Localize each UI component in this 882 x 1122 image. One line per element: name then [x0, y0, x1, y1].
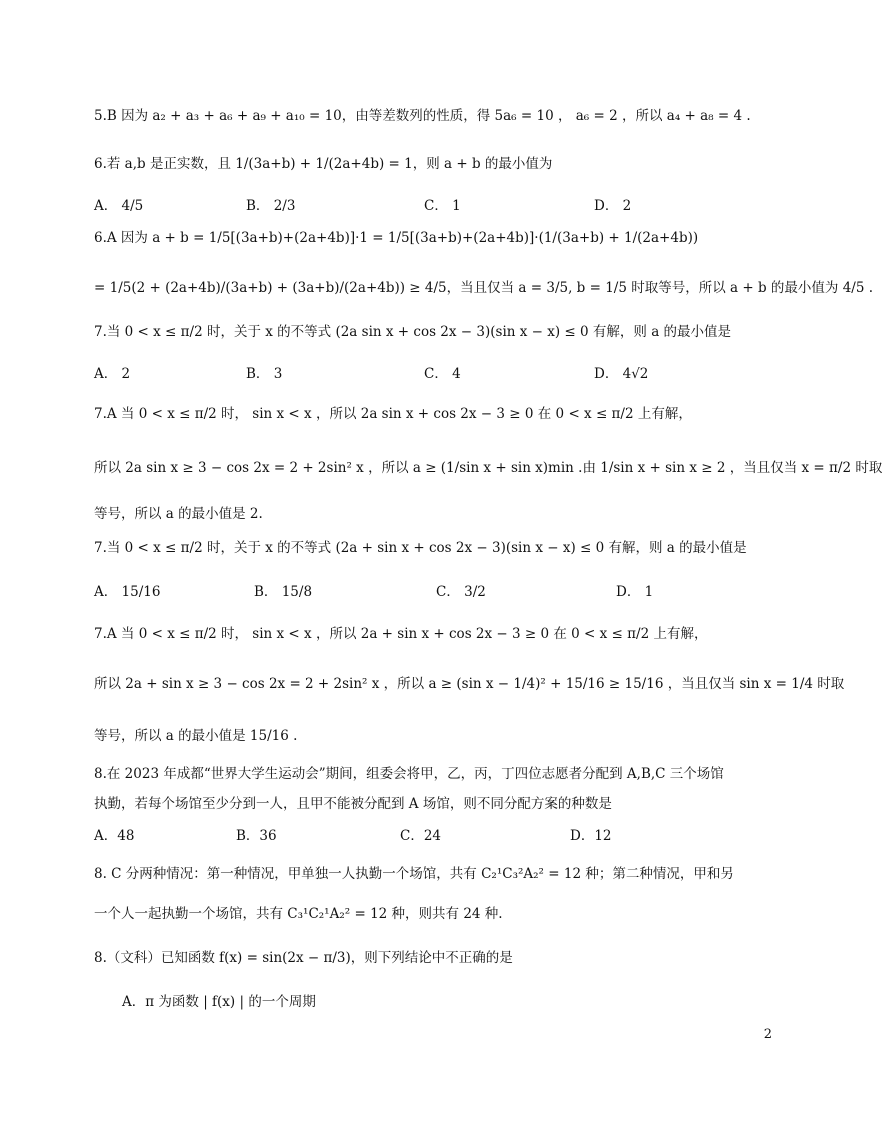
text-line-content: 6.A 因为 a + b = 1/5[(3a+b)+(2a+4b)]·1 = 1/5[(3a+b)+(2a+4b)]·(1/(3a+b) + 1/(2a+4b)) — [94, 230, 699, 246]
text-line-content: 执勤，若每个场馆至少分到一人，且甲不能被分配到 A 场馆，则不同分配方案的种数是 — [94, 796, 612, 812]
text-line-content: 一个人一起执勤一个场馆，共有 C₃¹C₂¹A₂² = 12 种，则共有 24 种. — [94, 906, 503, 922]
text-line-content: 7.A 当 0 < x ≤ π/2 时， sin x < x ，所以 2a + sin x + cos 2x − 3 ≥ 0 在 0 < x ≤ π/2 上有解， — [94, 626, 708, 642]
text-line-content: 等号，所以 a 的最小值是 2. — [94, 506, 263, 522]
option-q7b-2: C． 3/2 — [436, 584, 486, 600]
option-q6-2: C． 1 — [424, 198, 461, 214]
option-q7a-1: B． 3 — [246, 366, 283, 382]
text-line-content: 6.若 a,b 是正实数，且 1/(3a+b) + 1/(2a+4b) = 1，则 a + b 的最小值为 — [94, 156, 553, 172]
text-line-content: 8.（文科）已知函数 f(x) = sin(2x − π/3)，则下列结论中不正确的是 — [94, 950, 513, 966]
option-q7a-0: A． 2 — [94, 366, 131, 382]
text-line-content: 7.A 当 0 < x ≤ π/2 时， sin x < x ，所以 2a sin x + cos 2x − 3 ≥ 0 在 0 < x ≤ π/2 上有解， — [94, 406, 692, 422]
option-q7a-2: C． 4 — [424, 366, 461, 382]
text-line-content: 7.当 0 < x ≤ π/2 时，关于 x 的不等式 (2a sin x + cos 2x − 3)(sin x − x) ≤ 0 有解，则 a 的最小值是 — [94, 324, 732, 340]
text-line-content: = 1/5(2 + (2a+4b)/(3a+b) + (3a+b)/(2a+4b)) ≥ 4/5，当且仅当 a = 3/5, b = 1/5 时取等号，所以 a + b 的最小值为 4/5 . — [94, 280, 873, 296]
text-line-content: 所以 2a sin x ≥ 3 − cos 2x = 2 + 2sin² x ，所以 a ≥ (1/sin x + sin x)min .由 1/sin x + sin x ≥ 2 ，当且仅当 x = π/2 时取 — [94, 460, 882, 476]
option-q8-1: B．36 — [236, 828, 277, 844]
text-line-content: 等号，所以 a 的最小值是 15/16 . — [94, 728, 298, 744]
page-number: 2 — [763, 1027, 772, 1042]
option-q7b-3: D． 1 — [616, 584, 654, 600]
text-line-content: A．π 为函数 | f(x) | 的一个周期 — [122, 994, 316, 1010]
option-q8-0: A．48 — [94, 828, 135, 844]
option-q7b-1: B． 15/8 — [254, 584, 313, 600]
option-q6-3: D． 2 — [594, 198, 632, 214]
option-q7a-3: D． 4√2 — [594, 366, 649, 382]
text-line-content: 5.B 因为 a₂ + a₃ + a₆ + a₉ + a₁₀ = 10，由等差数列的性质，得 5a₆ = 10 ， a₆ = 2 ，所以 a₄ + a₈ = 4 . — [94, 108, 751, 124]
text-line-content: 所以 2a + sin x ≥ 3 − cos 2x = 2 + 2sin² x ，所以 a ≥ (sin x − 1/4)² + 15/16 ≥ 15/16 ，当且仅当 sin x = 1/4 时取 — [94, 676, 845, 692]
text-line-content: 7.当 0 < x ≤ π/2 时，关于 x 的不等式 (2a + sin x + cos 2x − 3)(sin x − x) ≤ 0 有解，则 a 的最小值是 — [94, 540, 747, 556]
option-q7b-0: A． 15/16 — [94, 584, 161, 600]
text-line-content: 8.在 2023 年成都“世界大学生运动会”期间，组委会将甲，乙，丙，丁四位志愿者分配到 A,B,C 三个场馆 — [94, 766, 724, 782]
option-q6-1: B． 2/3 — [246, 198, 296, 214]
option-q8-2: C．24 — [400, 828, 442, 844]
option-q6-0: A． 4/5 — [94, 198, 144, 214]
option-q8-3: D．12 — [570, 828, 612, 844]
text-line-content: 8. C 分两种情况：第一种情况，甲单独一人执勤一个场馆，共有 C₂¹C₃²A₂² = 12 种；第二种情况，甲和另 — [94, 866, 734, 882]
